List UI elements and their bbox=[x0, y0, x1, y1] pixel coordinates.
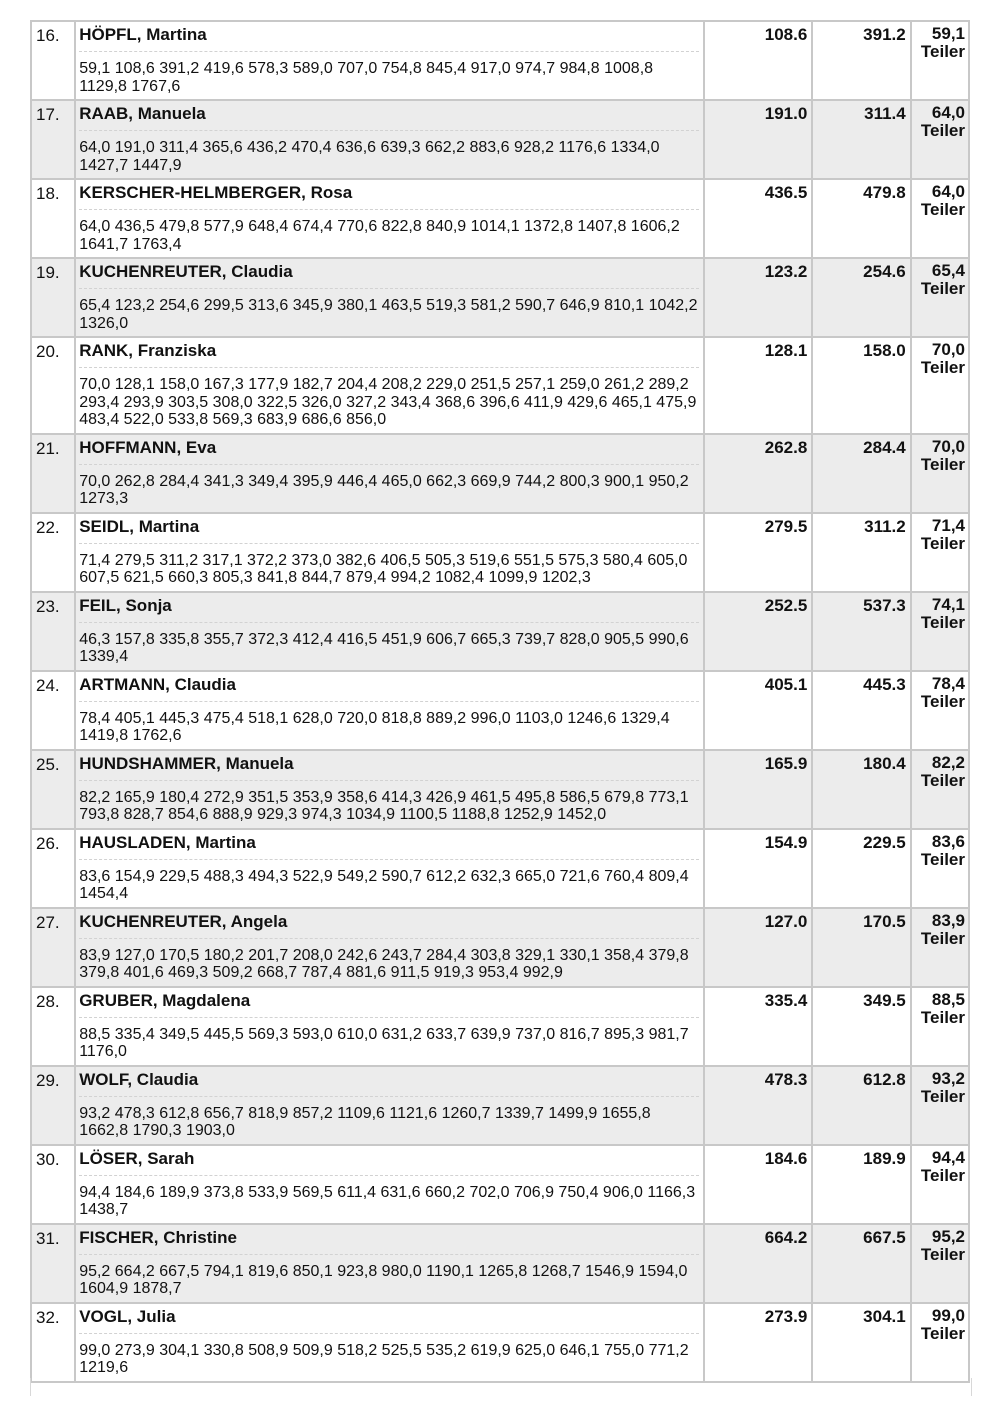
teiler-label: Teiler bbox=[920, 928, 965, 948]
shot-series: 94,4 184,6 189,9 373,8 533,9 569,5 611,4 631,6 660,2 702,0 706,9 750,4 906,0 1166,3 1438,7 bbox=[79, 1183, 696, 1218]
best-value-1: 405.1 bbox=[704, 671, 812, 750]
teiler-cell bbox=[911, 258, 969, 337]
teiler-label: Teiler bbox=[920, 691, 965, 711]
results-table bbox=[30, 20, 970, 1383]
best-value-1: 252.5 bbox=[704, 592, 812, 671]
teiler-label: Teiler bbox=[920, 279, 965, 298]
best-value-1: 664.2 bbox=[704, 1224, 812, 1303]
teiler-value: 70,0 bbox=[931, 340, 965, 359]
teiler-value: 93,2 bbox=[931, 1068, 965, 1088]
teiler-cell bbox=[911, 592, 969, 671]
shooter-name: HUNDSHAMMER, Manuela bbox=[79, 754, 699, 781]
shooter-name: FEIL, Sonja bbox=[79, 596, 699, 623]
shot-series: 70,0 128,1 158,0 167,3 177,9 182,7 204,4 208,2 229,0 251,5 257,1 259,0 261,2 289,2 293,4 293,9 303,5 308,0 322,5 326,0 327,2 343,4 368,6 396,6 411,9 429,6 465,1 475,9 483,4 522,0 533,8 569,3 683,9 686,6 856,0 bbox=[79, 376, 697, 428]
teiler-label: Teiler bbox=[920, 1165, 965, 1185]
teiler-value: 64,0 bbox=[931, 103, 965, 122]
shooter-cell bbox=[75, 671, 704, 750]
teiler-label: Teiler bbox=[920, 1323, 965, 1343]
teiler-label: Teiler bbox=[920, 612, 965, 632]
shooter-cell bbox=[75, 1224, 704, 1303]
best-value-2: 304.1 bbox=[812, 1303, 910, 1382]
table-row bbox=[31, 1224, 969, 1303]
shooter-name: HOFFMANN, Eva bbox=[79, 438, 699, 465]
table-row bbox=[31, 1145, 969, 1224]
best-value-1: 262.8 bbox=[704, 434, 812, 513]
rank-cell: 27. bbox=[31, 908, 75, 987]
best-value-1: 478.3 bbox=[704, 1066, 812, 1145]
rank-cell: 24. bbox=[31, 671, 75, 750]
shot-series: 71,4 279,5 311,2 317,1 372,2 373,0 382,6 406,5 505,3 519,6 551,5 575,3 580,4 605,0 607,5 621,5 660,3 805,3 841,8 844,7 879,4 994,2 1082,4 1099,9 1202,3 bbox=[79, 551, 688, 586]
table-row bbox=[31, 750, 969, 829]
rank-cell: 20. bbox=[31, 337, 75, 434]
rank-cell: 30. bbox=[31, 1145, 75, 1224]
rank-cell: 26. bbox=[31, 829, 75, 908]
shooter-name: FISCHER, Christine bbox=[79, 1228, 699, 1255]
teiler-label: Teiler bbox=[920, 1007, 965, 1027]
rank-cell: 23. bbox=[31, 592, 75, 671]
shooter-cell bbox=[75, 337, 704, 434]
table-row bbox=[31, 179, 969, 258]
teiler-cell bbox=[911, 1145, 969, 1224]
shot-series: 95,2 664,2 667,5 794,1 819,6 850,1 923,8 980,0 1190,1 1265,8 1268,7 1546,9 1594,0 1604,9 1878,7 bbox=[79, 1262, 688, 1297]
table-row bbox=[31, 434, 969, 513]
rank-cell: 32. bbox=[31, 1303, 75, 1382]
table-row bbox=[31, 100, 969, 179]
shooter-name: RANK, Franziska bbox=[79, 341, 699, 368]
shot-series: 78,4 405,1 445,3 475,4 518,1 628,0 720,0 818,8 889,2 996,0 1103,0 1246,6 1329,4 1419,8 1762,6 bbox=[79, 709, 670, 744]
shooter-cell bbox=[75, 987, 704, 1066]
best-value-1: 154.9 bbox=[704, 829, 812, 908]
teiler-cell bbox=[911, 671, 969, 750]
best-value-2: 349.5 bbox=[812, 987, 910, 1066]
shooter-cell bbox=[75, 829, 704, 908]
best-value-2: 391.2 bbox=[812, 21, 910, 100]
best-value-2: 612.8 bbox=[812, 1066, 910, 1145]
best-value-1: 128.1 bbox=[704, 337, 812, 434]
results-body bbox=[31, 21, 969, 1382]
best-value-2: 158.0 bbox=[812, 337, 910, 434]
shooter-cell bbox=[75, 1066, 704, 1145]
shooter-name: HAUSLADEN, Martina bbox=[79, 833, 699, 860]
teiler-value: 65,4 bbox=[931, 261, 965, 280]
shooter-cell bbox=[75, 1303, 704, 1382]
rank-cell: 28. bbox=[31, 987, 75, 1066]
teiler-label: Teiler bbox=[920, 1244, 965, 1264]
teiler-label: Teiler bbox=[920, 454, 965, 474]
teiler-label: Teiler bbox=[920, 1086, 965, 1106]
shot-series: 46,3 157,8 335,8 355,7 372,3 412,4 416,5 451,9 606,7 665,3 739,7 828,0 905,5 990,6 1339,4 bbox=[79, 630, 689, 665]
teiler-value: 71,4 bbox=[931, 515, 965, 535]
best-value-2: 311.4 bbox=[812, 100, 910, 179]
table-row bbox=[31, 1066, 969, 1145]
best-value-2: 479.8 bbox=[812, 179, 910, 258]
best-value-2: 311.2 bbox=[812, 513, 910, 592]
teiler-cell bbox=[911, 908, 969, 987]
shooter-name: SEIDL, Martina bbox=[79, 517, 699, 544]
rank-cell: 19. bbox=[31, 258, 75, 337]
table-row bbox=[31, 987, 969, 1066]
teiler-value: 95,2 bbox=[931, 1226, 965, 1246]
best-value-2: 667.5 bbox=[812, 1224, 910, 1303]
best-value-1: 335.4 bbox=[704, 987, 812, 1066]
shooter-cell bbox=[75, 1145, 704, 1224]
shooter-cell bbox=[75, 750, 704, 829]
rank-cell: 25. bbox=[31, 750, 75, 829]
best-value-1: 184.6 bbox=[704, 1145, 812, 1224]
best-value-1: 436.5 bbox=[704, 179, 812, 258]
table-row bbox=[31, 258, 969, 337]
best-value-2: 180.4 bbox=[812, 750, 910, 829]
shooter-name: KUCHENREUTER, Angela bbox=[79, 912, 699, 939]
teiler-cell bbox=[911, 1303, 969, 1382]
teiler-value: 78,4 bbox=[931, 673, 965, 693]
shot-series: 59,1 108,6 391,2 419,6 578,3 589,0 707,0 754,8 845,4 917,0 974,7 984,8 1008,8 1129,8 1767,6 bbox=[79, 60, 654, 95]
teiler-cell bbox=[911, 513, 969, 592]
teiler-label: Teiler bbox=[920, 42, 965, 61]
best-value-2: 284.4 bbox=[812, 434, 910, 513]
teiler-value: 82,2 bbox=[931, 752, 965, 772]
table-row bbox=[31, 1303, 969, 1382]
teiler-value: 88,5 bbox=[931, 989, 965, 1009]
shot-series: 99,0 273,9 304,1 330,8 508,9 509,9 518,2 525,5 535,2 619,9 625,0 646,1 755,0 771,2 1219,6 bbox=[79, 1341, 689, 1376]
best-value-2: 229.5 bbox=[812, 829, 910, 908]
table-row bbox=[31, 513, 969, 592]
shooter-name: VOGL, Julia bbox=[79, 1307, 699, 1334]
teiler-value: 64,0 bbox=[931, 182, 965, 201]
shooter-name: RAAB, Manuela bbox=[79, 104, 699, 131]
shooter-name: ARTMANN, Claudia bbox=[79, 675, 699, 702]
best-value-2: 170.5 bbox=[812, 908, 910, 987]
shooter-cell bbox=[75, 513, 704, 592]
shot-series: 70,0 262,8 284,4 341,3 349,4 395,9 446,4 465,0 662,3 669,9 744,2 800,3 900,1 950,2 1273,3 bbox=[79, 472, 689, 507]
shooter-cell bbox=[75, 908, 704, 987]
teiler-value: 99,0 bbox=[931, 1305, 965, 1325]
shot-series: 93,2 478,3 612,8 656,7 818,9 857,2 1109,6 1121,6 1260,7 1339,7 1499,9 1655,8 1662,8 1790,3 1903,0 bbox=[79, 1104, 651, 1139]
shooter-cell bbox=[75, 258, 704, 337]
teiler-label: Teiler bbox=[920, 533, 965, 553]
best-value-1: 127.0 bbox=[704, 908, 812, 987]
table-row bbox=[31, 908, 969, 987]
shot-series: 88,5 335,4 349,5 445,5 569,3 593,0 610,0 631,2 633,7 639,9 737,0 816,7 895,3 981,7 1176,0 bbox=[79, 1025, 689, 1060]
teiler-label: Teiler bbox=[920, 121, 965, 140]
teiler-cell bbox=[911, 179, 969, 258]
table-continuation bbox=[30, 1378, 972, 1396]
rank-cell: 17. bbox=[31, 100, 75, 179]
shot-series: 64,0 436,5 479,8 577,9 648,4 674,4 770,6 822,8 840,9 1014,1 1372,8 1407,8 1606,2 1641,7 1763,4 bbox=[79, 218, 680, 253]
teiler-value: 83,9 bbox=[931, 910, 965, 930]
best-value-2: 445.3 bbox=[812, 671, 910, 750]
shooter-name: GRUBER, Magdalena bbox=[79, 991, 699, 1018]
rank-cell: 29. bbox=[31, 1066, 75, 1145]
shooter-cell bbox=[75, 100, 704, 179]
table-row bbox=[31, 592, 969, 671]
teiler-cell bbox=[911, 337, 969, 434]
shot-series: 82,2 165,9 180,4 272,9 351,5 353,9 358,6 414,3 426,9 461,5 495,8 586,5 679,8 773,1 793,8 828,7 854,6 888,9 929,3 974,3 1034,9 1100,5 1188,8 1252,9 1452,0 bbox=[79, 788, 689, 823]
best-value-1: 165.9 bbox=[704, 750, 812, 829]
shooter-name: KERSCHER-HELMBERGER, Rosa bbox=[79, 183, 699, 210]
shot-series: 65,4 123,2 254,6 299,5 313,6 345,9 380,1 463,5 519,3 581,2 590,7 646,9 810,1 1042,2 1326,0 bbox=[79, 297, 698, 332]
shooter-name: LÖSER, Sarah bbox=[79, 1149, 699, 1176]
shooter-name: KUCHENREUTER, Claudia bbox=[79, 262, 699, 289]
teiler-cell bbox=[911, 1066, 969, 1145]
best-value-1: 108.6 bbox=[704, 21, 812, 100]
teiler-value: 59,1 bbox=[931, 24, 965, 43]
table-row bbox=[31, 829, 969, 908]
shot-series: 64,0 191,0 311,4 365,6 436,2 470,4 636,6 639,3 662,2 883,6 928,2 1176,6 1334,0 1427,7 1447,9 bbox=[79, 139, 660, 174]
shot-series: 83,6 154,9 229,5 488,3 494,3 522,9 549,2 590,7 612,2 632,3 665,0 721,6 760,4 809,4 1454,4 bbox=[79, 867, 689, 902]
teiler-cell bbox=[911, 750, 969, 829]
table-row bbox=[31, 337, 969, 434]
best-value-2: 189.9 bbox=[812, 1145, 910, 1224]
shooter-cell bbox=[75, 592, 704, 671]
shooter-name: HÖPFL, Martina bbox=[79, 25, 699, 52]
best-value-2: 537.3 bbox=[812, 592, 910, 671]
teiler-label: Teiler bbox=[920, 200, 965, 219]
teiler-label: Teiler bbox=[920, 770, 965, 790]
rank-cell: 21. bbox=[31, 434, 75, 513]
best-value-1: 123.2 bbox=[704, 258, 812, 337]
teiler-cell bbox=[911, 434, 969, 513]
teiler-cell bbox=[911, 100, 969, 179]
teiler-value: 74,1 bbox=[931, 594, 965, 614]
shooter-name: WOLF, Claudia bbox=[79, 1070, 699, 1097]
shooter-cell bbox=[75, 434, 704, 513]
teiler-cell bbox=[911, 987, 969, 1066]
teiler-value: 70,0 bbox=[931, 436, 965, 456]
best-value-2: 254.6 bbox=[812, 258, 910, 337]
shooter-cell bbox=[75, 179, 704, 258]
rank-cell: 16. bbox=[31, 21, 75, 100]
best-value-1: 273.9 bbox=[704, 1303, 812, 1382]
best-value-1: 191.0 bbox=[704, 100, 812, 179]
teiler-value: 94,4 bbox=[931, 1147, 965, 1167]
teiler-cell bbox=[911, 1224, 969, 1303]
teiler-label: Teiler bbox=[920, 358, 965, 377]
teiler-value: 83,6 bbox=[931, 831, 965, 851]
rank-cell: 31. bbox=[31, 1224, 75, 1303]
shooter-cell bbox=[75, 21, 704, 100]
best-value-1: 279.5 bbox=[704, 513, 812, 592]
teiler-cell bbox=[911, 21, 969, 100]
shot-series: 83,9 127,0 170,5 180,2 201,7 208,0 242,6 243,7 284,4 303,8 329,1 330,1 358,4 379,8 379,8 401,6 469,3 509,2 668,7 787,4 881,6 911,5 919,3 953,4 992,9 bbox=[79, 946, 689, 981]
table-row bbox=[31, 671, 969, 750]
rank-cell: 22. bbox=[31, 513, 75, 592]
table-row bbox=[31, 21, 969, 100]
teiler-cell bbox=[911, 829, 969, 908]
teiler-label: Teiler bbox=[920, 849, 965, 869]
rank-cell: 18. bbox=[31, 179, 75, 258]
